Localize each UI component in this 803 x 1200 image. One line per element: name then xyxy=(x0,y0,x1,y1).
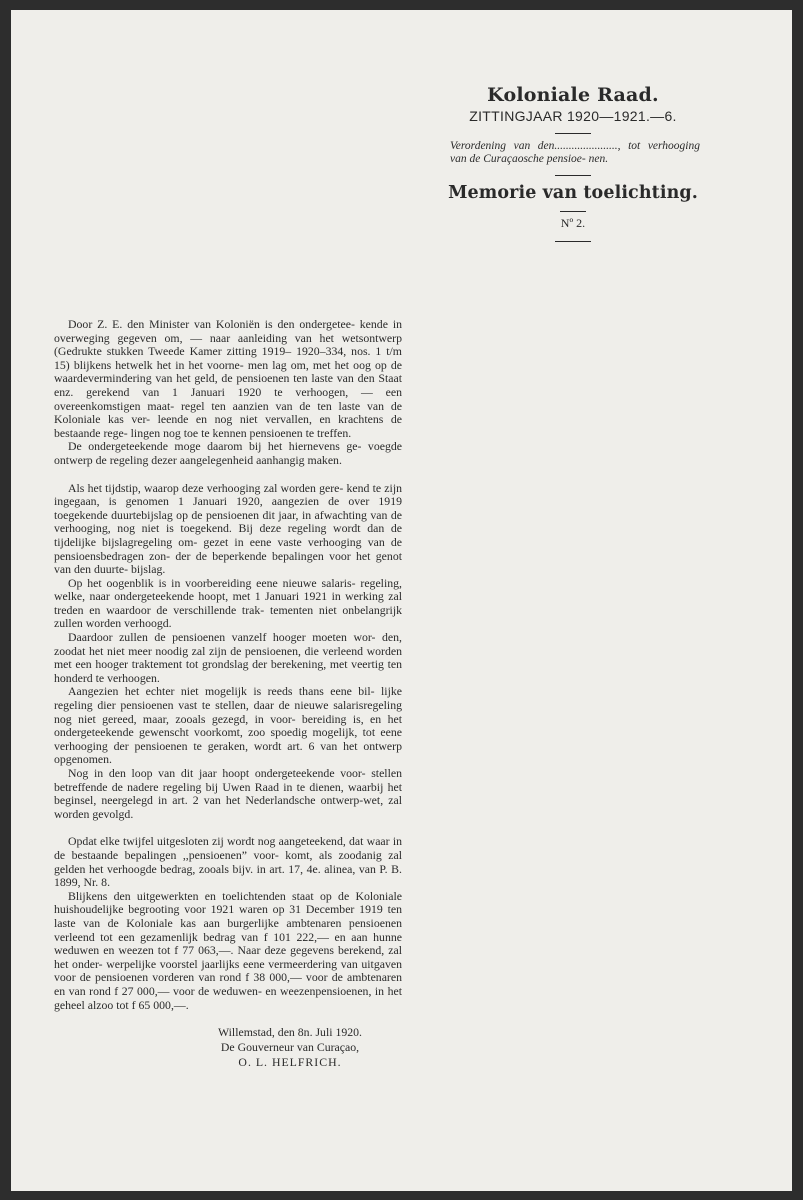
paragraph: Opdat elke twijfel uitgesloten zij wordt nog aangeteekend, dat waar in de bestaande bepalingen ,,pensioenen” voor- komt, als zoodanig zal gelden het verhoogde bedrag, zooals bijv. in art. 17, 4e. alinea, van P. B. 1899, Nr. 8. xyxy=(54,834,402,890)
council-title: Koloniale Raad. xyxy=(487,84,659,106)
number-divider xyxy=(555,241,591,242)
memo-body xyxy=(54,318,402,1012)
paragraph: De ondergeteekende moge daarom bij het hiernevens ge- voegde ontwerp de regeling dezer aangelegenheid aanhangig maken. xyxy=(54,439,402,467)
title-divider xyxy=(560,211,586,212)
signature-block xyxy=(150,1025,430,1070)
place-date: Willemstad, den 8n. Juli 1920. xyxy=(217,1025,363,1039)
paragraph: Blijkens den uitgewerkten en toelichtenden staat op de Koloniale huishoudelijke begrooting voor 1921 waren op 31 December 1919 ten laste van de Koloniale kas aan burgerlijke ambtenaren pensioenen verleend tot een gezamenlijk bedrag van f 101 222,— en aan hunne weduwen en weezen tot f 77 063,—. Naar deze gegevens berekend, zal het onder- werpelijke voorstel jaarlijks eene vermeerdering van uitgaven voor de pensioenen vorderen van rond f 38 000,— voor de ambtenaren en van rond f 27 000,— voor de weduwen- en weezenpensioenen, in het geheel alzoo tot f 65 000,—. xyxy=(54,888,402,1012)
paragraph: Op het oogenblik is in voorbereiding eene nieuwe salaris- regeling, welke, naar ondergeteekende hoopt, met 1 Januari 1921 in werking zal treden en waardoor de verschillende trak- tementen niet onbelangrijk zullen worden verhoogd. xyxy=(54,575,402,631)
document-header xyxy=(438,84,708,248)
paragraph: Aangezien het echter niet mogelijk is reeds thans eene bil- lijke regeling dier pensioenen vast te stellen, daar de nieuwe salarisregeling nog niet gereed, maar, zooals gezegd, in voor- bereiding is, en het ondergeteekende gewenscht voorkomt, zoo spoedig mogelijk, tot eene verhooging der pensioenen te geraken, wordt art. 6 van het ontwerp opgenomen. xyxy=(54,684,402,767)
paragraph: Als het tijdstip, waarop deze verhooging zal worden gere- kend te zijn ingegaan, is genomen 1 Januari 1920, aangezien de over 1919 toegekende duurtebijslag op de pensioenen dit jaar, in afwachting van de verhooging, nog niet is toegekend. Bij deze regeling wordt dan de tijdelijke bijslagregeling om- gezet in eene vaste verhooging van de pensioensbedragen zon- der de beperkende bepalingen voor het genot van den duurte- bijslag. xyxy=(54,480,402,577)
paragraph: Door Z. E. den Minister van Koloniën is den ondergetee- kende in overweging gegeven om, — naar aanleiding van het wetsontwerp (Gedrukte stukken Tweede Kamer zitting 1919– 1920–334, nos. 1 t/m 15) blijkens hetwelk het in het voorne- men lag om, met het oog op de waardevermindering van het geld, de pensioenen ten laste van den Staat enz. gerekend van 1 Januari 1920 te verhoogen, — een overeenkomstigen maat- regel ten aanzien van de ten laste van de Koloniale kas ver- leende en nog niet vervallen, en krachtens de bestaande rege- lingen nog toe te kennen pensioenen te treffen. xyxy=(54,317,402,440)
session-line: ZITTINGJAAR 1920—1921.—6. xyxy=(469,108,677,124)
subject-divider xyxy=(555,175,591,176)
paragraph: Daardoor zullen de pensioenen vanzelf hooger moeten wor- den, zoodat het niet meer noodig zal zijn de pensioenen, die verleend worden met een hooger traktement tot grondslag der berekening, met veertig ten honderd te verhoogen. xyxy=(54,630,402,685)
paragraph: Nog in den loop van dit jaar hoopt ondergeteekende voor- stellen betreffende de nadere regeling bij Uwen Raad in te dienen, waarbij het beginsel, neergelegd in art. 2 van het Nederlandsche ontwerp-wet, zal worden gevolgd. xyxy=(54,766,402,821)
document-number: Nº 2. xyxy=(560,216,586,230)
header-divider xyxy=(555,133,591,134)
governor-office: De Gouverneur van Curaçao, xyxy=(220,1040,360,1054)
governor-name: O. L. HELFRICH. xyxy=(238,1055,342,1069)
regulation-subject: Verordening van den......................, tot verhooging van de Curaçaosche pensioe- nen. xyxy=(450,140,700,165)
memo-title: Memorie van toelichting. xyxy=(448,183,698,203)
